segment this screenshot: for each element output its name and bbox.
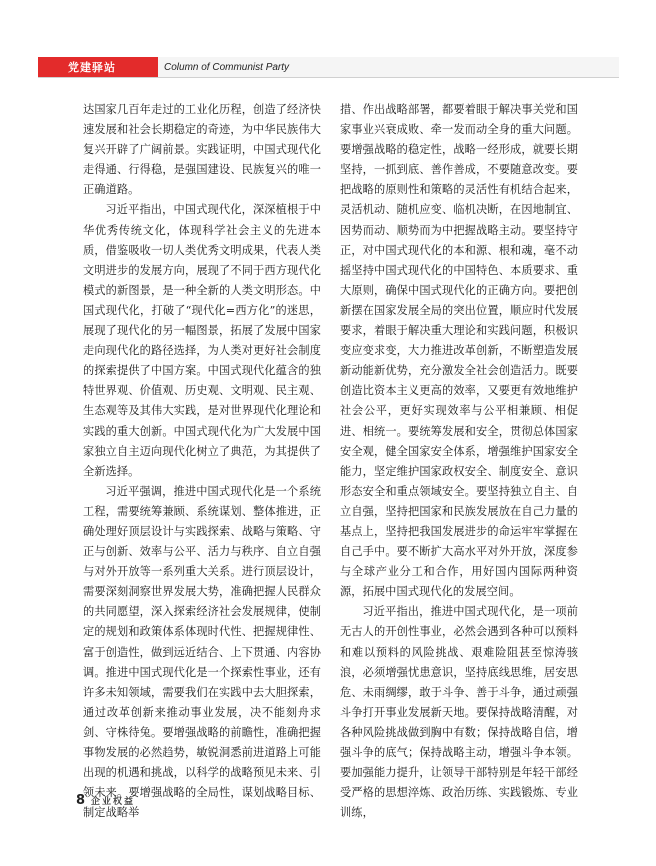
page-number: 8 [76,793,86,808]
paragraph: 措、作出战略部署，都要着眼于解决事关党和国家事业兴衰成败、牵一发而动全身的重大问题。要增强战略的稳定性，战略一经形成，就要长期坚持，一抓到底、善作善成，不要随意改变。要把战略的原则性和策略的灵活性有机结合起来，灵活机动、随机应变、临机决断，在因地制宜、因势而动、顺势而为中把握战略主动。要坚持守正，对中国式现代化的本和源、根和魂，毫不动摇坚持中国式现代化的中国特色、本质要求、重大原则，确保中国式现代化的正确方向。要把创新摆在国家发展全局的突出位置，顺应时代发展要求，着眼于解决重大理论和实践问题，积极识变应变求变，大力推进改革创新，不断塑造发展新动能新优势，充分激发全社会创造活力。既要创造比资本主义更高的效率，又要更有效地维护社会公平，更好实现效率与公平相兼顾、相促进、相统一。要统筹发展和安全，贯彻总体国家安全观，健全国家安全体系，增强维护国家安全能力，坚定维护国家政权安全、制度安全、意识形态安全和重点领域安全。要坚持独立自主、自立自强，坚持把国家和民族发展放在自己力量的基点上，坚持把我国发展进步的命运牢牢掌握在自己手中。要不断扩大高水平对外开放，深度参与全球产业分工和合作，用好国内国际两种资源，拓展中国式现代化的发展空间。 [340,103,578,599]
page-footer [76,793,135,808]
paragraph: 达国家几百年走过的工业化历程，创造了经济快速发展和社会长期稳定的奇迹，为中华民族伟大复兴开辟了广阔前景。实践证明，中国式现代化走得通、行得稳，是强国建设、民族复兴的唯一正确道路。 [83,103,321,197]
left-column [83,100,321,823]
section-tag-cn: 党建驿站 [38,57,158,77]
paragraph: 习近平指出，中国式现代化，深深植根于中华优秀传统文化，体现科学社会主义的先进本质，借鉴吸收一切人类优秀文明成果，代表人类文明进步的发展方向，展现了不同于西方现代化模式的新图景，是一种全新的人类文明形态。中国式现代化，打破了“现代化=西方化”的迷思，展现了现代化的另一幅图景，拓展了发展中国家走向现代化的路径选择，为人类对更好社会制度的探索提供了中国方案。中国式现代化蕴含的独特世界观、价值观、历史观、文明观、民主观、生态观等及其伟大实践，是对世界现代化理论和实践的重大创新。中国式现代化为广大发展中国家独立自主迈向现代化树立了典范，为其提供了全新选择。 [83,203,321,478]
right-column [340,100,578,823]
paragraph: 习近平强调，推进中国式现代化是一个系统工程，需要统筹兼顾、系统谋划、整体推进，正确处理好顶层设计与实践探索、战略与策略、守正与创新、效率与公平、活力与秩序、自立自强与对外开放等一系列重大关系。进行顶层设计，需要深刻洞察世界发展大势，准确把握人民群众的共同愿望，深入探索经济社会发展规律，使制定的规划和政策体系体现时代性、把握规律性、富于创造性，做到远近结合、上下贯通、内容协调。推进中国式现代化是一个探索性事业，还有许多未知领域，需要我们在实践中去大胆探索，通过改革创新来推动事业发展，决不能刻舟求剑、守株待兔。要增强战略的前瞻性，准确把握事物发展的必然趋势，敏锐洞悉前进道路上可能出现的机遇和挑战，以科学的战略预见未来、引领未来。要增强战略的全局性，谋划战略目标、制定战略举 [83,484,321,820]
publication-name: 企业权益 [91,797,136,807]
section-header [38,57,619,78]
paragraph: 习近平指出，推进中国式现代化，是一项前无古人的开创性事业，必然会遇到各种可以预料和难以预料的风险挑战、艰难险阻甚至惊涛骇浪，必须增强忧患意识，坚持底线思维，居安思危、未雨绸缪，敢于斗争、善于斗争，通过顽强斗争打开事业发展新天地。要保持战略清醒，对各种风险挑战做到胸中有数；保持战略自信，增强斗争的底气；保持战略主动，增强斗争本领。要加强能力提升，让领导干部特别是年轻干部经受严格的思想淬炼、政治历练、实践锻炼、专业训练， [340,605,578,820]
section-title-en: Column of Communist Party [158,57,619,77]
